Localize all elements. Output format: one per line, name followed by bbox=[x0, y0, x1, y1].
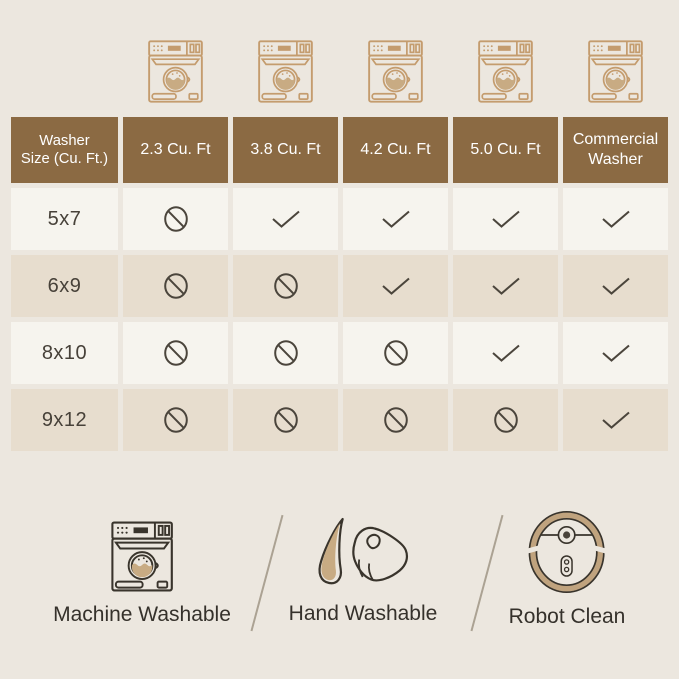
compatibility-cell bbox=[233, 322, 338, 384]
column-header-5-0: 5.0 Cu. Ft bbox=[453, 117, 558, 183]
washing-machine-icon bbox=[148, 40, 203, 103]
column-header-3-8: 3.8 Cu. Ft bbox=[233, 117, 338, 183]
compatibility-cell bbox=[563, 188, 668, 250]
compatibility-cell bbox=[123, 255, 228, 317]
check-icon bbox=[601, 209, 631, 229]
legend-divider bbox=[470, 515, 503, 631]
rug-size-label: 8x10 bbox=[11, 322, 118, 384]
legend-machine-washable bbox=[53, 521, 231, 626]
compatibility-cell bbox=[563, 255, 668, 317]
check-icon bbox=[491, 343, 521, 363]
compatibility-cell bbox=[563, 322, 668, 384]
compatibility-cell bbox=[123, 389, 228, 451]
legend-label: Hand Washable bbox=[288, 602, 438, 625]
compatibility-cell bbox=[453, 322, 558, 384]
compatibility-cell bbox=[343, 322, 448, 384]
not-allowed-icon bbox=[493, 406, 519, 434]
legend-divider bbox=[250, 515, 283, 631]
not-allowed-icon bbox=[163, 339, 189, 367]
compatibility-cell bbox=[563, 389, 668, 451]
compatibility-table bbox=[11, 117, 668, 451]
not-allowed-icon bbox=[273, 272, 299, 300]
check-icon bbox=[381, 276, 411, 296]
not-allowed-icon bbox=[383, 406, 409, 434]
check-icon bbox=[491, 276, 521, 296]
check-icon bbox=[601, 276, 631, 296]
compatibility-cell bbox=[453, 389, 558, 451]
compatibility-cell bbox=[123, 188, 228, 250]
washing-machine-icon bbox=[588, 40, 643, 103]
not-allowed-icon bbox=[163, 272, 189, 300]
column-header-commercial: Commercial Washer bbox=[563, 117, 668, 183]
check-icon bbox=[271, 209, 301, 229]
washing-machine-icon bbox=[478, 40, 533, 103]
column-header-washer-size: Washer Size (Cu. Ft.) bbox=[11, 117, 118, 183]
not-allowed-icon bbox=[273, 339, 299, 367]
washing-machine-icon bbox=[258, 40, 313, 103]
column-header-2-3: 2.3 Cu. Ft bbox=[123, 117, 228, 183]
legend-label: Machine Washable bbox=[53, 603, 231, 626]
rug-size-label: 6x9 bbox=[11, 255, 118, 317]
compatibility-cell bbox=[453, 255, 558, 317]
robot-vacuum-icon bbox=[528, 510, 606, 594]
compatibility-cell bbox=[123, 322, 228, 384]
not-allowed-icon bbox=[273, 406, 299, 434]
rug-size-label: 5x7 bbox=[11, 188, 118, 250]
compatibility-cell bbox=[343, 255, 448, 317]
washing-machine-icon bbox=[111, 521, 173, 592]
not-allowed-icon bbox=[163, 205, 189, 233]
compatibility-cell bbox=[343, 389, 448, 451]
hand-wash-icon bbox=[313, 515, 413, 591]
check-icon bbox=[491, 209, 521, 229]
legend-label: Robot Clean bbox=[508, 605, 626, 628]
not-allowed-icon bbox=[383, 339, 409, 367]
check-icon bbox=[601, 410, 631, 430]
check-icon bbox=[381, 209, 411, 229]
compatibility-cell bbox=[453, 188, 558, 250]
legend-hand-washable bbox=[289, 515, 438, 625]
top-icons-spacer bbox=[11, 40, 118, 103]
compatibility-cell bbox=[233, 255, 338, 317]
legend-robot-clean bbox=[509, 510, 626, 628]
rug-size-label: 9x12 bbox=[11, 389, 118, 451]
column-header-4-2: 4.2 Cu. Ft bbox=[343, 117, 448, 183]
compatibility-cell bbox=[343, 188, 448, 250]
check-icon bbox=[601, 343, 631, 363]
compatibility-cell bbox=[233, 389, 338, 451]
washing-machine-icon bbox=[368, 40, 423, 103]
compatibility-cell bbox=[233, 188, 338, 250]
not-allowed-icon bbox=[163, 406, 189, 434]
washer-icons-row bbox=[11, 40, 668, 103]
